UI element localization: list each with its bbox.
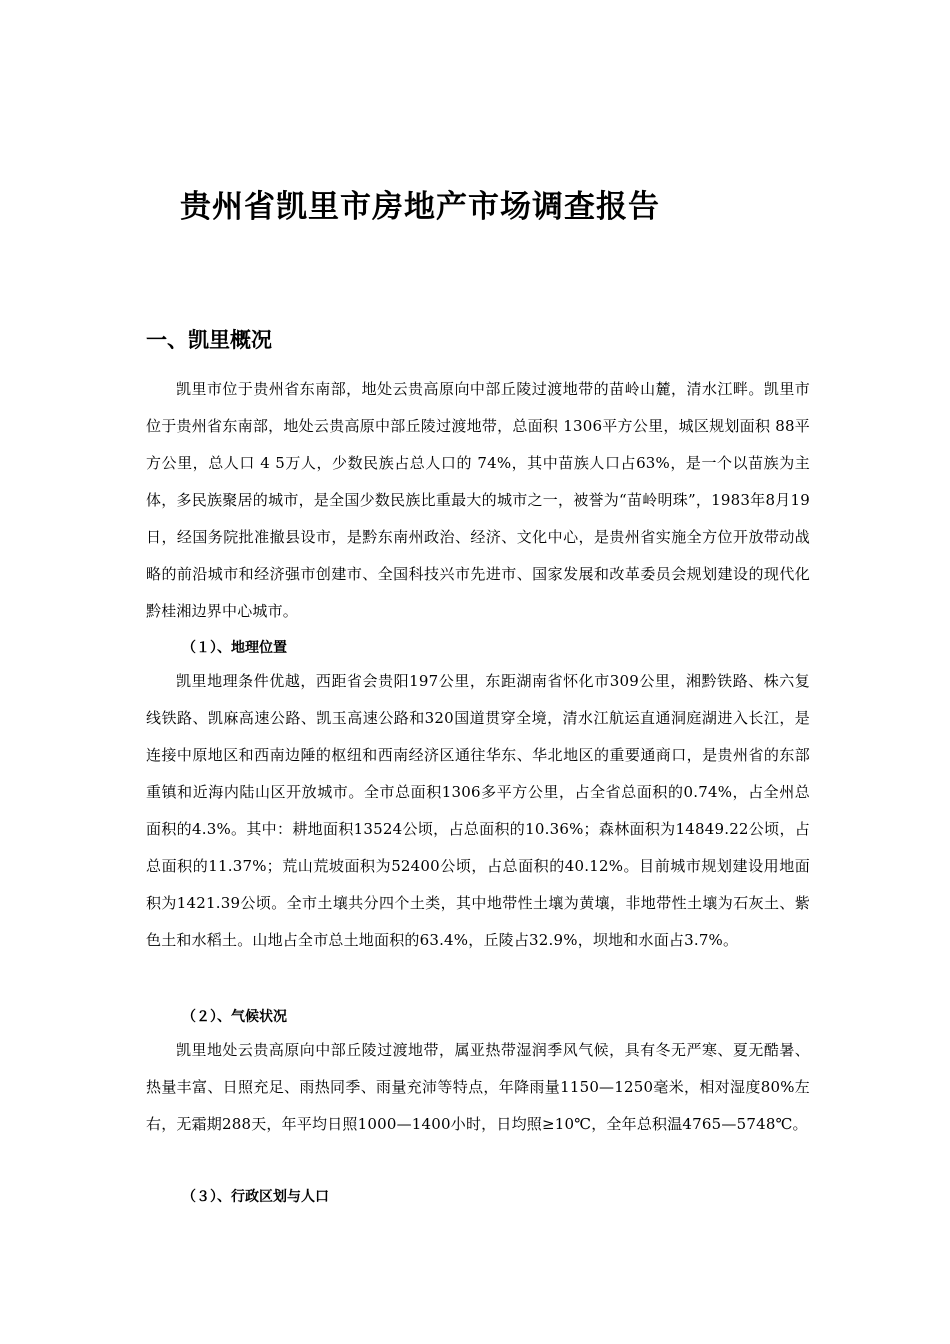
section-heading-overview: 一、凯里概况 xyxy=(146,328,272,352)
subsection-heading-administration: （３）、行政区划与人口 xyxy=(182,1189,329,1205)
overview-paragraph: 凯里市位于贵州省东南部，地处云贵高原向中部丘陵过渡地带的苗岭山麓，清水江畔。凯里市位于贵州省东南部，地处云贵高原中部丘陵过渡地带，总面积 1306平方公里，城区规划面积 88平方公里，总人口 4 5万人，少数民族占总人口的 74%，其中苗族人口占63%，是一个以苗族为主体，多民族聚居的城市，是全国少数民族比重最大的城市之一，被誉为“苗岭明珠”，1983年8月19日，经国务院批准撤县设市，是黔东南州政治、经济、文化中心，是贵州省实施全方位开放带动战略的前沿城市和经济强市创建市、全国科技兴市先进市、国家发展和改革委员会规划建设的现代化黔桂湘边界中心城市。 xyxy=(146,380,810,620)
location-paragraph: 凯里地理条件优越，西距省会贵阳197公里，东距湖南省怀化市309公里，湘黔铁路、株六复线铁路、凯麻高速公路、凯玉高速公路和320国道贯穿全境，清水江航运直通洞庭湖进入长江，是连接中原地区和西南边陲的枢纽和西南经济区通往华东、华北地区的重要通商口，是贵州省的东部重镇和近海内陆山区开放城市。全市总面积1306多平方公里，占全省总面积的0.74%，占全州总面积的4.3%。其中：耕地面积13524公顷，占总面积的10.36%；森林面积为14849.22公顷，占总面积的11.37%；荒山荒坡面积为52400公顷，占总面积的40.12%。目前城市规划建设用地面积为1421.39公顷。全市土壤共分四个土类，其中地带性土壤为黄壤，非地带性土壤为石灰土、紫色土和水稻土。山地占全市总土地面积的63.4%，丘陵占32.9%，坝地和水面占3.7%。 xyxy=(146,672,810,949)
document-title: 贵州省凯里市房地产市场调查报告 xyxy=(180,189,660,225)
subsection-heading-climate: （２）、气候状况 xyxy=(182,1009,287,1025)
climate-paragraph: 凯里地处云贵高原向中部丘陵过渡地带，属亚热带湿润季风气候，具有冬无严寒、夏无酷暑、热量丰富、日照充足、雨热同季、雨量充沛等特点，年降雨量1150—1250毫米，相对湿度80%左右，无霜期288天，年平均日照1000—1400小时，日均照≥10℃，全年总积温4765—5748℃。 xyxy=(146,1041,810,1133)
subsection-heading-location: （１）、地理位置 xyxy=(182,640,287,656)
